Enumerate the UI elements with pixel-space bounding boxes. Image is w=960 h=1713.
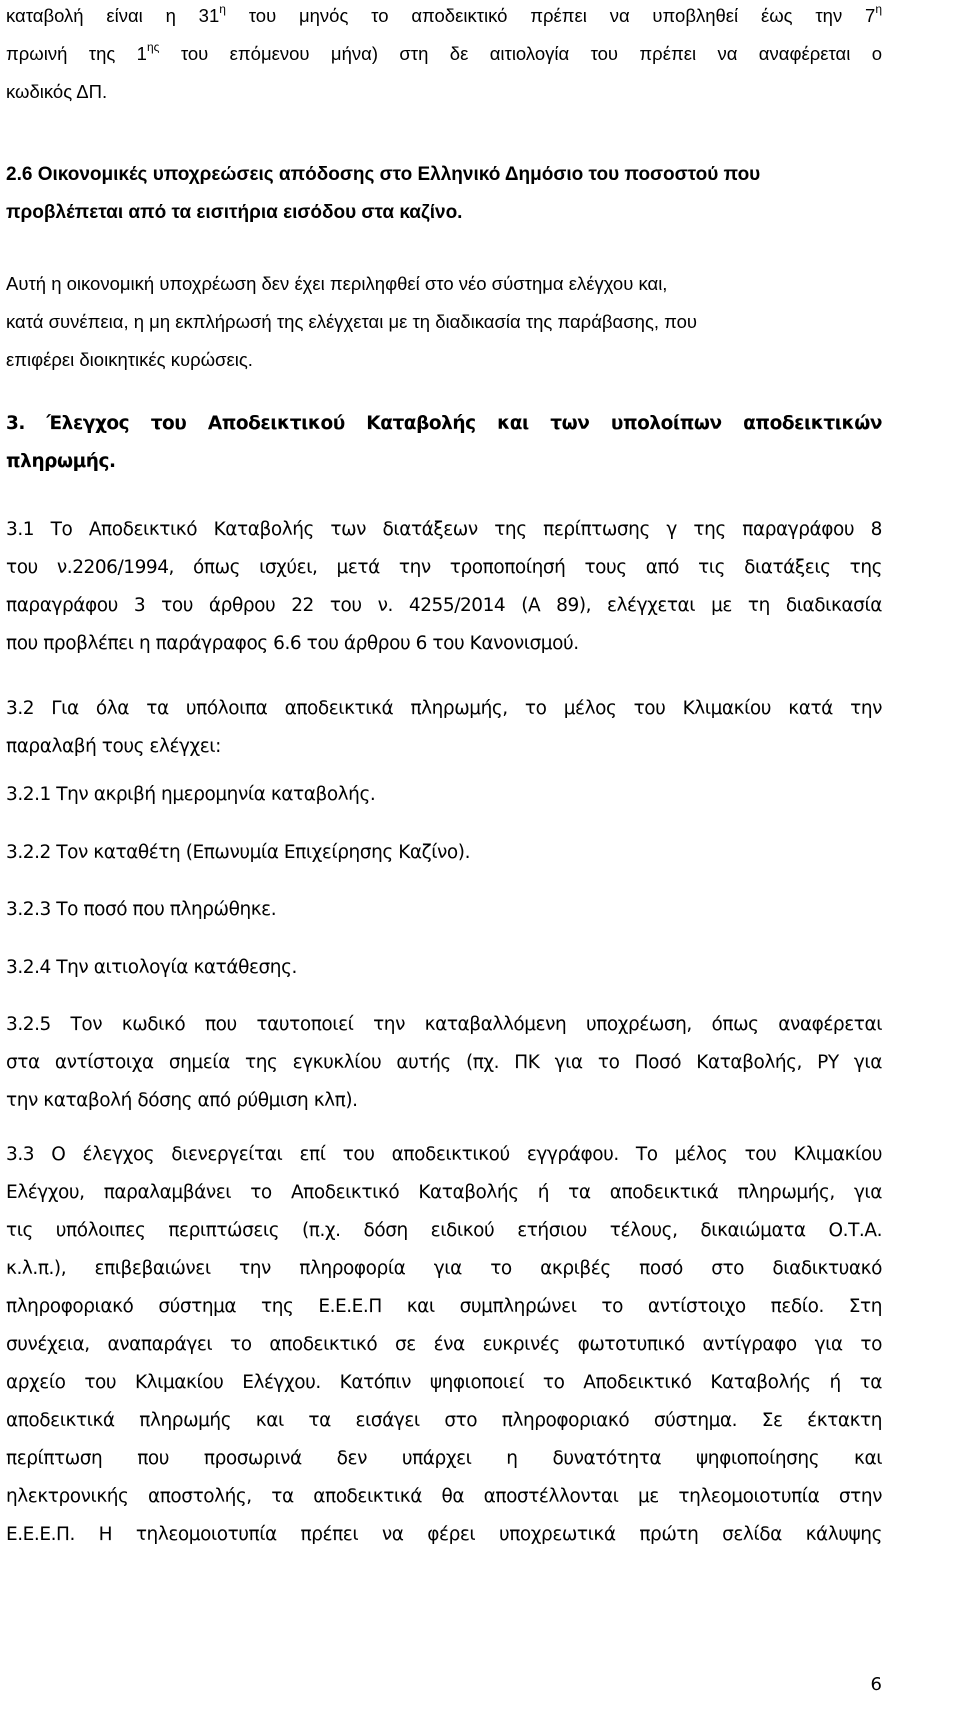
text-line: Ελέγχου, παραλαμβάνει το Αποδεικτικό Καταβολής ή τα αποδεικτικά πληρωμής, για	[6, 1182, 882, 1203]
item-3-2-4	[6, 949, 882, 987]
text-line: πρωινή της $1^{\eta\varsigma}$ του επόμενου μήνα) στη δε αιτιολογία του πρέπει να αναφέρεται ο	[6, 40, 882, 64]
text-line: αποδεικτικά πληρωμής και τα εισάγει στο πληροφοριακό σύστημα. Σε έκτακτη	[6, 1410, 882, 1431]
text-line: στα αντίστοιχα σημεία της εγκυκλίου αυτής (πχ. ΠΚ για το Ποσό Καταβολής, ΡΥ για	[6, 1052, 882, 1073]
item-3-2-2	[6, 834, 882, 872]
heading-line: 3. Έλεγχος του Αποδεικτικού Καταβολής και των υπολοίπων αποδεικτικών	[6, 413, 882, 434]
item-3-2-1	[6, 776, 882, 814]
text-line: ηλεκτρονικής αποστολής, τα αποδεικτικά θα αποστέλλονται με τηλεομοιοτυπία στην	[6, 1486, 882, 1507]
text-line: Αυτή η οικονομική υποχρέωση δεν έχει περιληφθεί στο νέο σύστημα ελέγχου και,	[6, 273, 668, 294]
text-line: 3.1 Το Αποδεικτικό Καταβολής των διατάξεων της περίπτωσης γ της παραγράφου 8	[6, 519, 882, 540]
paragraph-3-2	[6, 690, 882, 766]
text-line: παραγράφου 3 του άρθρου 22 του ν. 4255/2014 (Α 89), ελέγχεται με τη διαδικασία	[6, 595, 882, 616]
text-line: που προβλέπει η παράγραφος 6.6 του άρθρου 6 του Κανονισμού.	[6, 633, 579, 654]
text-line: του ν.2206/1994, όπως ισχύει, μετά την τροποποίησή τους από τις διατάξεις της	[6, 557, 882, 578]
heading-line: προβλέπεται από τα εισιτήρια εισόδου στα καζίνο.	[6, 202, 463, 223]
section-3-heading	[6, 405, 882, 481]
text-line: περίπτωση που προσωρινά δεν υπάρχει η δυνατότητα ψηφιοποίησης και	[6, 1448, 882, 1469]
section-2-6-body	[6, 265, 882, 379]
text-line: 3.2.5 Τον κωδικό που ταυτοποιεί την καταβαλλόμενη υποχρέωση, όπως αναφέρεται	[6, 1014, 882, 1035]
list-item: 3.2.4 Την αιτιολογία κατάθεσης.	[6, 957, 297, 978]
section-2-6-heading	[6, 156, 882, 232]
paragraph-3-3	[6, 1136, 882, 1554]
item-3-2-5	[6, 1006, 882, 1120]
text-line: Ε.Ε.Ε.Π. Η τηλεομοιοτυπία πρέπει να φέρει υποχρεωτικά πρώτη σελίδα κάλυψης	[6, 1524, 882, 1545]
text-line: επιφέρει διοικητικές κυρώσεις.	[6, 349, 253, 370]
text-line: συνέχεια, αναπαράγει το αποδεικτικό σε ένα ευκρινές φωτοτυπικό αντίγραφο για το	[6, 1334, 882, 1355]
heading-line: πληρωμής.	[6, 451, 116, 472]
text-line: κατά συνέπεια, η μη εκπλήρωσή της ελέγχεται με τη διαδικασία της παράβασης, που	[6, 311, 698, 332]
text-line: πληροφοριακό σύστημα της Ε.Ε.Ε.Π και συμπληρώνει το αντίστοιχο πεδίο. Στη	[6, 1296, 882, 1317]
list-item: 3.2.1 Την ακριβή ημερομηνία καταβολής.	[6, 784, 376, 805]
list-item: 3.2.3 Το ποσό που πληρώθηκε.	[6, 899, 277, 920]
text-line: 3.3 Ο έλεγχος διενεργείται επί του αποδεικτικού εγγράφου. Το μέλος του Κλιμακίου	[6, 1144, 882, 1165]
text-line: καταβολή είναι η $31^\eta$ του μηνός το αποδεικτικό πρέπει να υποβληθεί έως την $7^\eta$	[6, 2, 882, 26]
text-line: κωδικός ΔΠ.	[6, 81, 108, 102]
text-line: τις υπόλοιπες περιπτώσεις (π.χ. δόση ειδικού ετήσιου τέλους, δικαιώματα Ο.Τ.Α.	[6, 1220, 882, 1241]
item-3-2-3	[6, 891, 882, 929]
text-line: την καταβολή δόσης από ρύθμιση κλπ).	[6, 1090, 358, 1111]
heading-line: 2.6 Οικονομικές υποχρεώσεις απόδοσης στο Ελληνικό Δημόσιο του ποσοστού που	[6, 164, 761, 185]
text-line: κ.λ.π.), επιβεβαιώνει την πληροφορία για το ακριβές ποσό στο διαδικτυακό	[6, 1258, 882, 1279]
page-number: 6	[870, 1674, 882, 1695]
text-line: 3.2 Για όλα τα υπόλοιπα αποδεικτικά πληρωμής, το μέλος του Κλιμακίου κατά την	[6, 698, 882, 719]
text-line: αρχείο του Κλιμακίου Ελέγχου. Κατόπιν ψηφιοποιεί το Αποδεικτικό Καταβολής ή τα	[6, 1372, 882, 1393]
top-paragraph	[6, 0, 882, 111]
list-item: 3.2.2 Τον καταθέτη (Επωνυμία Επιχείρησης Καζίνο).	[6, 842, 470, 863]
text-line: παραλαβή τους ελέγχει:	[6, 736, 221, 757]
paragraph-3-1	[6, 511, 882, 663]
